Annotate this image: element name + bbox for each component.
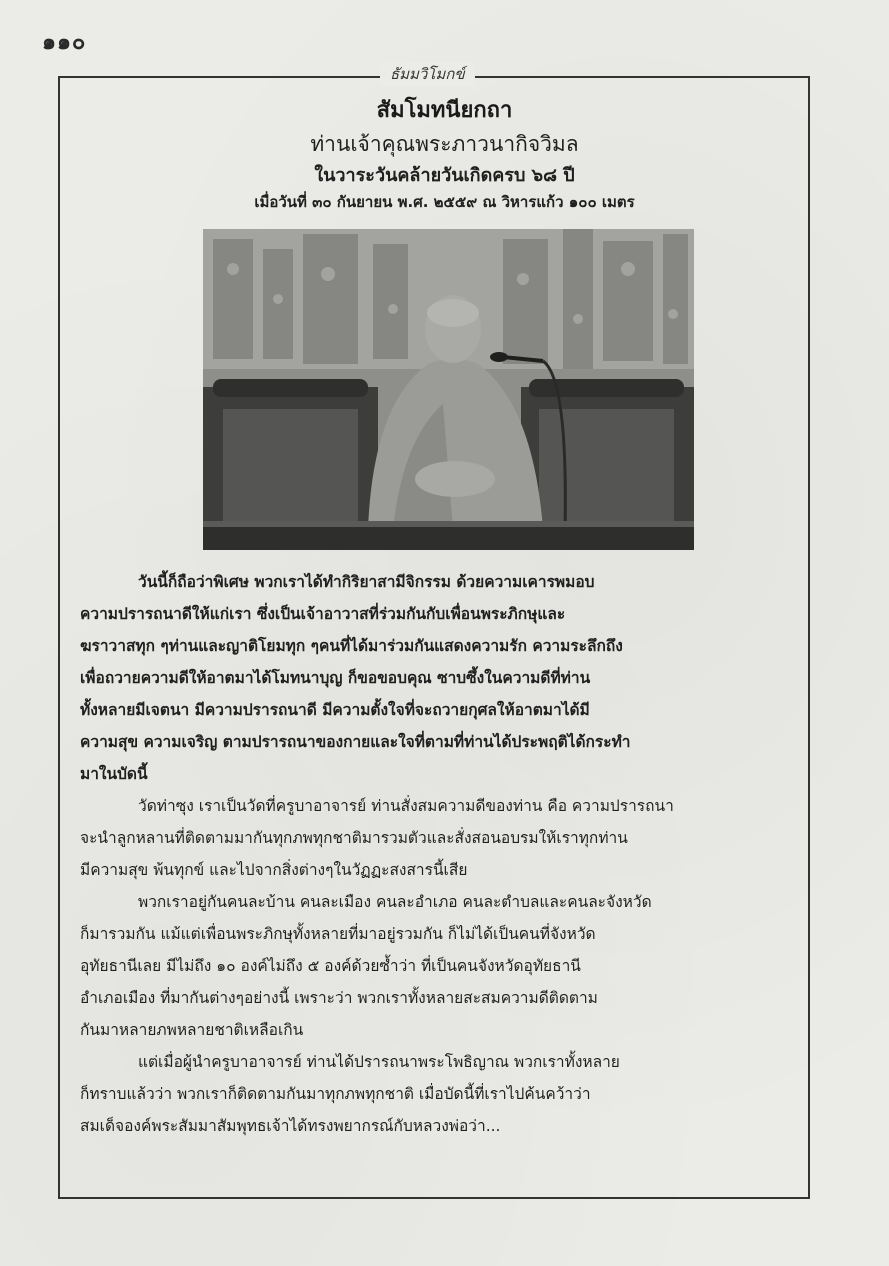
text-line: ก็มารวมกัน แม้แต่เพื่อนพระภิกษุทั้งหลายที่มาอยู่รวมกัน ก็ไม่ได้เป็นคนที่จังหวัด [80,925,596,943]
monk-photo [203,229,694,550]
article-body [80,566,798,1142]
text-line: จะนำลูกหลานที่ติดตามมากันทุกภพทุกชาติมารวมตัวและสั่งสอนอบรมให้เราทุกท่าน [80,829,628,847]
text-line: สมเด็จองค์พระสัมมาสัมพุทธเจ้าได้ทรงพยากรณ์กับหลวงพ่อว่า... [80,1117,501,1135]
text-line: กันมาหลายภพหลายชาติเหลือเกิน [80,1021,304,1039]
paragraph-1 [80,566,798,790]
section-label: ธัมมวิโมกข์ [380,62,475,86]
monk-photo-illustration [203,229,694,550]
paragraph-2 [80,790,798,886]
text-line: ฆราวาสทุก ๆท่านและญาติโยมทุก ๆคนที่ได้มาร่วมกันแสดงความรัก ความระลึกถึง [80,637,623,655]
page-number: ๑๑๐ [42,30,87,55]
text-line: ก็ทราบแล้วว่า พวกเราก็ติดตามกันมาทุกภพทุกชาติ เมื่อบัดนี้ที่เราไปค้นคว้าว่า [80,1085,591,1103]
text-line: ความสุข ความเจริญ ตามปรารถนาของกายและใจที่ตามที่ท่านได้ประพฤติได้กระทำ [80,733,631,751]
text-line: แต่เมื่อผู้นำครูบาอาจารย์ ท่านได้ปรารถนาพระโพธิญาณ พวกเราทั้งหลาย [138,1053,620,1071]
text-line: ความปรารถนาดีให้แก่เรา ซึ่งเป็นเจ้าอาวาสที่ร่วมกันกับเพื่อนพระภิกษุและ [80,605,566,623]
page-subtitle: ท่านเจ้าคุณพระภาวนากิจวิมล [310,132,579,156]
text-line: เพื่อถวายความดีให้อาตมาได้โมทนาบุญ ก็ขอขอบคุณ ซาบซึ้งในความดีที่ท่าน [80,669,591,687]
text-line: อำเภอเมือง ที่มากันต่างๆอย่างนี้ เพราะว่า พวกเราทั้งหลายสะสมความดีติดตาม [80,989,598,1007]
text-line: อุทัยธานีเลย มีไม่ถึง ๑๐ องค์ไม่ถึง ๕ องค์ด้วยซ้ำว่า ที่เป็นคนจังหวัดอุทัยธานี [80,957,581,975]
text-line: วันนี้ก็ถือว่าพิเศษ พวกเราได้ทำกิริยาสามีจิกรรม ด้วยความเคารพมอบ [138,573,595,591]
occasion-line: ในวาระวันคล้ายวันเกิดครบ ๖๘ ปี [314,165,575,186]
paragraph-4 [80,1046,798,1142]
text-line: พวกเราอยู่กันคนละบ้าน คนละเมือง คนละอำเภอ คนละตำบลและคนละจังหวัด [138,893,652,911]
text-line: วัดท่าซุง เราเป็นวัดที่ครูบาอาจารย์ ท่านสั่งสมความดีของท่าน คือ ความปรารถนา [138,797,674,815]
text-line: ทั้งหลายมีเจตนา มีความปรารถนาดี มีความตั้งใจที่จะถวายกุศลให้อาตมาได้มี [80,701,590,719]
text-line: มาในบัดนี้ [80,765,148,783]
text-line: มีความสุข พ้นทุกข์ และไปจากสิ่งต่างๆในวัฏฏะสงสารนี้เสีย [80,861,468,879]
paragraph-3 [80,886,798,1046]
page-title: สัมโมทนียกถา [376,98,513,123]
date-venue-line: เมื่อวันที่ ๓๐ กันยายน พ.ศ. ๒๕๕๙ ณ วิหารแก้ว ๑๐๐ เมตร [254,193,635,211]
